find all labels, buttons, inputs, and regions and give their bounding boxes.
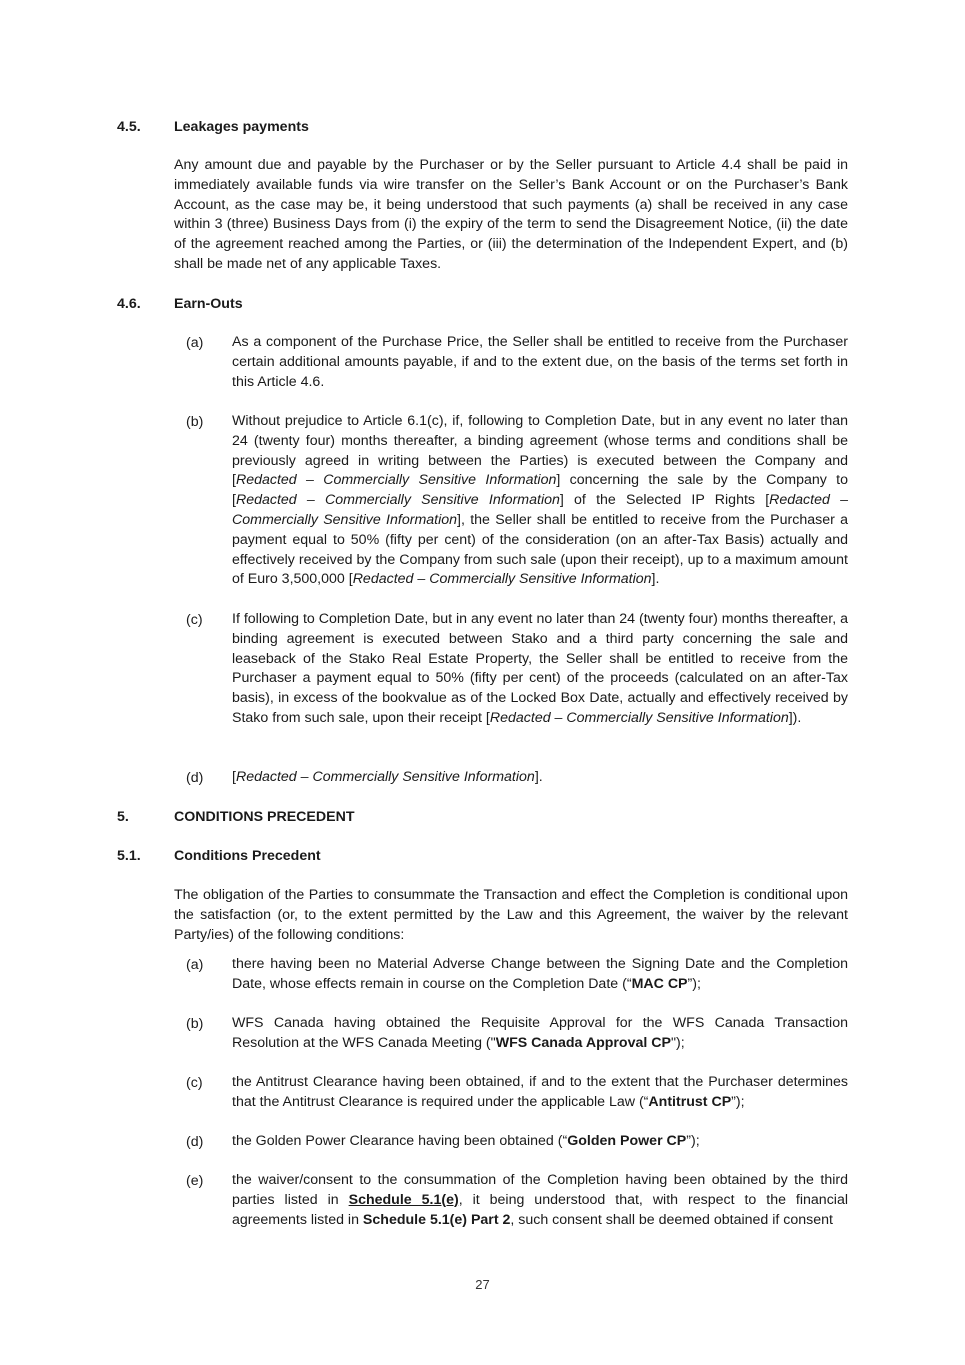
text: ] concerning the sale by the Company to [ xyxy=(232,472,849,509)
defined-term: WFS Canada Approval CP xyxy=(495,1034,671,1051)
section-4-5-text xyxy=(174,156,848,275)
condition-item-e xyxy=(232,1171,848,1230)
text: there having been no Material Adverse Change between the Signing Date and the Completion Date, whose effects remain in course on the Completion Date (“ xyxy=(232,956,848,992)
item-label: (b) xyxy=(186,1016,204,1032)
section-number-5: 5. xyxy=(117,809,129,825)
page-number: 27 xyxy=(475,1277,490,1292)
paragraph: Any amount due and payable by the Purchaser or by the Seller pursuant to Article 4.4 shall be paid in immediately available funds via wire transfer on the Seller’s Bank Account or on the Purchaser’s Bank Account, as the case may be, it being understood that such payments (a) shall be received in any case within 3 (three) Business Days from (i) the expiry of the term to send the Disagreement Notice, (ii) the date of the agreement reached among the Parties, or (iii) the determination of the Independent Expert, and (b) shall be made net of any applicable Taxes. xyxy=(174,157,848,272)
schedule-reference: Schedule 5.1(e) Part 2 xyxy=(362,1211,511,1228)
section-number-4-6: 4.6. xyxy=(117,296,141,312)
text: the waiver/consent to the consummation of the Completion having been obtained by the third parties listed in xyxy=(232,1172,848,1208)
text: If following to Completion Date, but in any event no later than 24 (twenty four) months thereafter, a binding agreement is executed between Stako and a third party concerning the sale and leaseback of the Stako Real Estate Property, the Seller shall be entitled to receive from the Purchaser a payment equal to 50% (fifty per cent) of the proceeds (calculated on an after-Tax basis), in excess of the bookvalue as of the Locked Box Date, actually and effectively received by Stako from such sale, upon their receipt [ xyxy=(232,611,848,726)
paragraph: The obligation of the Parties to consummate the Transaction and effect the Completion is conditional upon the satisfaction (or, to the extent permitted by the Law and this Agreement, the waiver by the relevant Party/ies) of the following conditions: xyxy=(174,887,848,943)
item-label: (d) xyxy=(186,1134,204,1150)
text: the Golden Power Clearance having been obtained (“ xyxy=(232,1133,568,1149)
condition-item-c xyxy=(232,1073,848,1113)
redacted-text: Redacted – Commercially Sensitive Information xyxy=(489,709,789,726)
earn-out-item-c xyxy=(232,610,848,729)
condition-item-a xyxy=(232,955,848,995)
text: ”); xyxy=(731,1093,745,1110)
section-5-1-intro xyxy=(174,886,848,945)
section-title-earn-outs: Earn-Outs xyxy=(174,296,243,312)
text: ] of the Selected IP Rights [ xyxy=(559,492,770,509)
condition-item-d xyxy=(232,1132,848,1152)
section-title-conditions-precedent-sub: Conditions Precedent xyxy=(174,848,321,864)
item-label: (d) xyxy=(186,770,204,786)
schedule-reference: Schedule 5.1(e) xyxy=(348,1191,459,1208)
item-label: (a) xyxy=(186,957,204,973)
item-label: (c) xyxy=(186,612,203,628)
text: ]. xyxy=(651,571,660,588)
text: ”); xyxy=(686,1133,700,1149)
text: WFS Canada having obtained the Requisite Approval for the WFS Canada Transaction Resolution at the WFS Canada Meeting (" xyxy=(232,1015,848,1051)
section-number-4-5: 4.5. xyxy=(117,119,141,135)
text: [ xyxy=(232,769,236,785)
text: ]. xyxy=(534,769,543,785)
section-title-leakages-payments: Leakages payments xyxy=(174,119,309,135)
earn-out-item-b xyxy=(232,412,848,590)
defined-term: MAC CP xyxy=(631,975,688,992)
earn-out-item-a xyxy=(232,333,848,392)
text: "); xyxy=(670,1034,685,1051)
section-number-5-1: 5.1. xyxy=(117,848,141,864)
text: Without prejudice to Article 6.1(c), if, following to Completion Date, but in any event no later than 24 (twenty four) months thereafter, a binding agreement (whose terms and conditions shall be previously agreed in writing between the Parties) is executed between the Company and [ xyxy=(232,413,848,489)
text: ], the Seller shall be entitled to receive from the Purchaser a payment equal to 50% (fifty per cent) of the consideration (on an after-Tax Basis) actually and effectively received by the Company from such sale (upon their receipt), up to a maximum amount of Euro 3,500,000 [ xyxy=(232,511,848,588)
section-title-conditions-precedent: CONDITIONS PRECEDENT xyxy=(174,809,355,825)
text: ]). xyxy=(788,709,802,726)
item-label: (e) xyxy=(186,1173,204,1189)
item-label: (b) xyxy=(186,414,204,430)
text: , it being understood that, with respect to the financial agreements listed in xyxy=(232,1191,848,1228)
item-label: (a) xyxy=(186,335,204,351)
defined-term: Antitrust CP xyxy=(648,1093,732,1110)
redacted-text: Redacted – Commercially Sensitive Information xyxy=(232,492,848,528)
earn-out-item-d xyxy=(232,768,848,788)
item-label: (c) xyxy=(186,1075,203,1091)
redacted-text: Redacted – Commercially Sensitive Information xyxy=(235,492,560,509)
text: ”); xyxy=(687,975,701,992)
defined-term: Golden Power CP xyxy=(567,1133,687,1149)
text: , such consent shall be deemed obtained if consent xyxy=(510,1211,833,1228)
redacted-text: Redacted – Commercially Sensitive Information xyxy=(235,472,557,489)
item-text: As a component of the Purchase Price, the Seller shall be entitled to receive from the Purchaser certain additional amounts payable, if and to the extent due, on the basis of the terms set forth in this Article 4.6. xyxy=(232,334,848,390)
redacted-text: Redacted – Commercially Sensitive Information xyxy=(352,571,652,588)
condition-item-b xyxy=(232,1014,848,1054)
text: the Antitrust Clearance having been obtained, if and to the extent that the Purchaser determines that the Antitrust Clearance is required under the applicable Law (“ xyxy=(232,1074,848,1110)
redacted-text: Redacted – Commercially Sensitive Information xyxy=(235,769,535,785)
